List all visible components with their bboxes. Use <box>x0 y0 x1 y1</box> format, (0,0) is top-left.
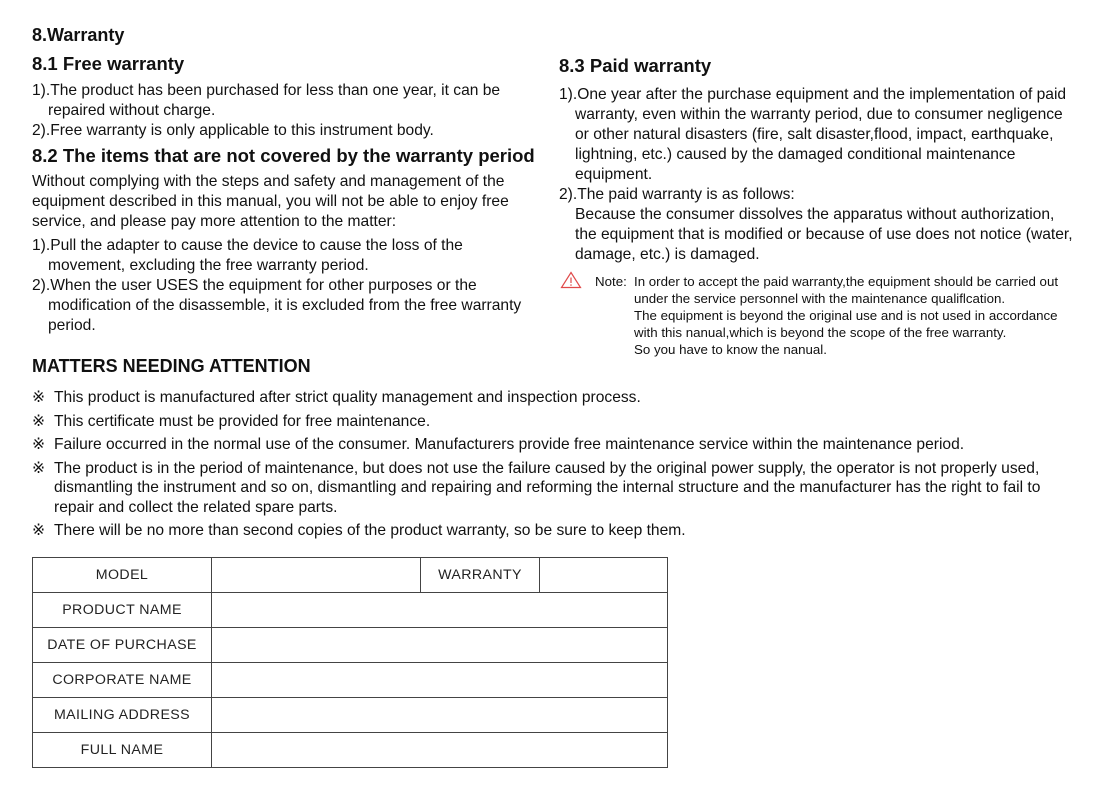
not-covered-list <box>32 236 542 336</box>
warning-triangle-icon <box>560 271 582 289</box>
matters-text: There will be no more than second copies of the product warranty, so be sure to keep them. <box>54 522 686 539</box>
note-line: under the service personnel with the maintenance qualiflcation. <box>634 291 1006 306</box>
section-title: 8.Warranty <box>32 25 125 45</box>
matters-text: This certificate must be provided for free maintenance. <box>54 412 431 430</box>
date-of-purchase-label: DATE OF PURCHASE <box>33 628 212 663</box>
note-line: So you have to know the nanual. <box>634 342 827 357</box>
paid-warranty-list <box>559 85 1079 265</box>
corporate-name-label: CORPORATE NAME <box>33 663 212 698</box>
table-row <box>33 558 668 593</box>
reference-mark-icon: ※ <box>32 389 46 406</box>
list-item: 1).The product has been purchased for less than one year, it can be repaired without charge. <box>32 82 501 119</box>
date-of-purchase-field[interactable] <box>212 628 668 663</box>
note-line: with this nanual,which is beyond the scope of the free warranty. <box>634 325 1007 340</box>
mailing-address-field[interactable] <box>212 698 668 733</box>
paid-warranty-detail: Because the consumer dissolves the apparatus without authorization, the equipment that is modified or because of use does not notice (water, damage, etc.) is damaged. <box>575 206 1073 263</box>
table-row <box>33 698 668 733</box>
list-item: 2).The paid warranty is as follows: <box>559 186 795 203</box>
matters-text: This product is manufactured after strict quality management and inspection process. <box>54 389 641 406</box>
warranty-card-table <box>32 557 668 768</box>
matters-text: Failure occurred in the normal use of the consumer. Manufacturers provide free maintenance service within the maintenance period. <box>54 436 965 453</box>
table-row <box>33 593 668 628</box>
list-item: 2).Free warranty is only applicable to this instrument body. <box>32 122 434 139</box>
list-item <box>32 388 1082 408</box>
reference-mark-icon: ※ <box>32 459 46 477</box>
matters-heading: MATTERS NEEDING ATTENTION <box>32 356 311 376</box>
list-item: 2).When the user USES the equipment for other purposes or the modification of the disassemble, it is excluded from the free warranty period. <box>32 277 522 334</box>
list-item: 1).Pull the adapter to cause the device to cause the loss of the movement, excluding the free warranty period. <box>32 237 463 274</box>
note-label: Note: <box>595 274 627 289</box>
list-item <box>32 435 1082 455</box>
matters-list <box>32 388 1082 545</box>
list-item <box>32 521 1082 541</box>
free-warranty-heading: 8.1 Free warranty <box>32 53 185 74</box>
full-name-field[interactable] <box>212 733 668 768</box>
product-name-label: PRODUCT NAME <box>33 593 212 628</box>
mailing-address-label: MAILING ADDRESS <box>33 698 212 733</box>
matters-text: The product is in the period of maintenance, but does not use the failure caused by the original power supply, the operator is not properly used, dismantling the instrument and so on, dismantling and repairing and reforming the internal structure and the manufacturer has the right to fail to repair and collect the related spare parts. <box>54 459 1041 516</box>
warranty-field[interactable] <box>540 558 668 593</box>
full-name-label: FULL NAME <box>33 733 212 768</box>
reference-mark-icon: ※ <box>32 522 46 539</box>
model-label: MODEL <box>33 558 212 593</box>
reference-mark-icon: ※ <box>32 436 46 453</box>
right-column <box>559 55 1079 265</box>
left-column <box>32 53 542 336</box>
not-covered-heading: 8.2 The items that are not covered by the warranty period <box>32 145 535 166</box>
table-row <box>33 663 668 698</box>
product-name-field[interactable] <box>212 593 668 628</box>
note-line: The equipment is beyond the original use and is not used in accordance <box>634 308 1058 323</box>
not-covered-intro: Without complying with the steps and safety and management of the equipment described in this manual, you will not be able to enjoy free service, and please pay more attention to the matter: <box>32 173 509 230</box>
table-row <box>33 628 668 663</box>
list-item: 1).One year after the purchase equipment and the implementation of paid warranty, even within the warranty period, due to consumer negligence or other natural disasters (fire, salt disaster,flood, impact, earthquake, lightning, etc.) caused by the damaged conditional maintenance equipment. <box>559 86 1067 183</box>
free-warranty-list <box>32 81 542 141</box>
list-item <box>32 412 1082 432</box>
note-line: In order to accept the paid warranty,the equipment should be carried out <box>634 274 1059 289</box>
table-row <box>33 733 668 768</box>
warranty-label: WARRANTY <box>421 558 540 593</box>
reference-mark-icon: ※ <box>32 412 46 430</box>
corporate-name-field[interactable] <box>212 663 668 698</box>
model-field[interactable] <box>212 558 421 593</box>
paid-warranty-heading: 8.3 Paid warranty <box>559 55 712 76</box>
list-item <box>32 459 1082 518</box>
